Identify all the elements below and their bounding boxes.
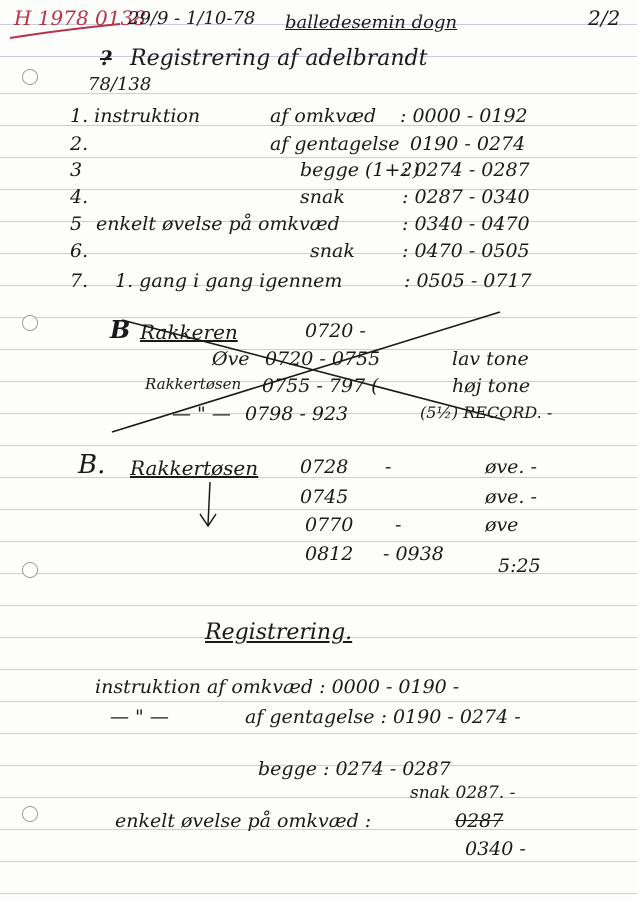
list-item-range: : 0287 - 0340 <box>402 186 530 208</box>
block-b-code: 0745 <box>300 486 349 508</box>
block-b-suffix: - 0938 <box>383 543 444 565</box>
block-b-note: øve <box>485 514 519 536</box>
crossed-row-left: Rakkertøsen <box>145 375 242 393</box>
section2-line: instruktion af omkvæd : 0000 - 0190 - <box>95 676 460 698</box>
list-item-text: snak <box>310 240 355 262</box>
list-item-range: 0190 - 0274 <box>410 133 526 155</box>
seminar-title: balledesemin dogn <box>285 12 458 33</box>
crossed-mark: ? <box>100 46 112 70</box>
block-b-note: 5:25 <box>498 555 541 577</box>
list-item-range: : 0274 - 0287 <box>402 159 530 181</box>
list-item-text: begge (1+2) <box>300 159 420 181</box>
crossed-row-range: 0720 - 0755 <box>265 348 381 370</box>
crossed-row-note: lav tone <box>452 348 529 370</box>
list-item-text: snak <box>300 186 345 208</box>
crossed-row-range: 0798 - 923 <box>245 403 349 425</box>
section2-struck-value: 0287 <box>455 810 504 832</box>
section2-line: af gentagelse : 0190 - 0274 - <box>245 706 521 728</box>
section2-line: snak 0287. - <box>410 783 516 803</box>
list-item-range: : 0505 - 0717 <box>404 270 532 292</box>
list-item-text: 1. gang i gang igennem <box>115 270 343 292</box>
crossed-block-letter: B <box>110 315 131 344</box>
list-item-range: : 0470 - 0505 <box>402 240 530 262</box>
block-b-title: Rakkertøsen <box>130 456 259 480</box>
list-item-label: 5 <box>70 213 83 235</box>
crossed-row-note: (5½) RECORD. - <box>420 403 553 422</box>
section1-heading: Registrering af adelbrandt <box>130 46 428 71</box>
binder-hole <box>22 315 38 331</box>
archive-reference: H 1978 0138 <box>14 6 146 30</box>
list-item-label: 1. instruktion <box>70 105 201 127</box>
block-b-code: 0812 <box>305 543 354 565</box>
binder-hole <box>22 806 38 822</box>
section1-subref: 78/138 <box>88 74 152 95</box>
block-b-code: 0770 <box>305 514 354 536</box>
date-range: 29/9 - 1/10-78 <box>128 8 256 29</box>
list-item-range: : 0340 - 0470 <box>402 213 530 235</box>
block-b-suffix: - <box>395 514 402 536</box>
section2-line: — " — <box>110 706 169 728</box>
crossed-row-range: 0755 - 797 ( <box>262 375 379 397</box>
list-item-label: 3 <box>70 159 83 181</box>
section2-line: 0340 - <box>465 838 526 860</box>
section2-line: begge : 0274 - 0287 <box>258 758 451 780</box>
block-b-note: øve. - <box>485 486 537 508</box>
list-item-range: : 0000 - 0192 <box>400 105 528 127</box>
list-item-label: 6. <box>70 240 89 262</box>
block-b-note: øve. - <box>485 456 537 478</box>
binder-hole <box>22 562 38 578</box>
crossed-row-note: høj tone <box>452 375 531 397</box>
binder-hole <box>22 69 38 85</box>
list-item-label: 7. <box>70 270 89 292</box>
crossed-block-start: 0720 - <box>305 320 366 342</box>
crossed-row-left: — " — <box>172 403 231 425</box>
list-item-label: 4. <box>70 186 89 208</box>
list-item-label: 2. <box>70 133 89 155</box>
block-b-code: 0728 <box>300 456 349 478</box>
section2-heading: Registrering. <box>205 620 353 645</box>
block-b-suffix: - <box>385 456 392 478</box>
list-item-text: af omkvæd <box>270 105 377 127</box>
section2-line: enkelt øvelse på omkvæd : <box>115 810 372 832</box>
crossed-block-title: Rakkeren <box>140 320 238 344</box>
down-arrow-icon <box>200 482 216 526</box>
crossed-row-left: Øve <box>212 348 250 370</box>
list-item-text: enkelt øvelse på omkvæd <box>96 213 340 235</box>
list-item-text: af gentagelse <box>270 133 400 155</box>
page-number: 2/2 <box>588 6 621 30</box>
block-b-letter: B. <box>78 450 106 480</box>
